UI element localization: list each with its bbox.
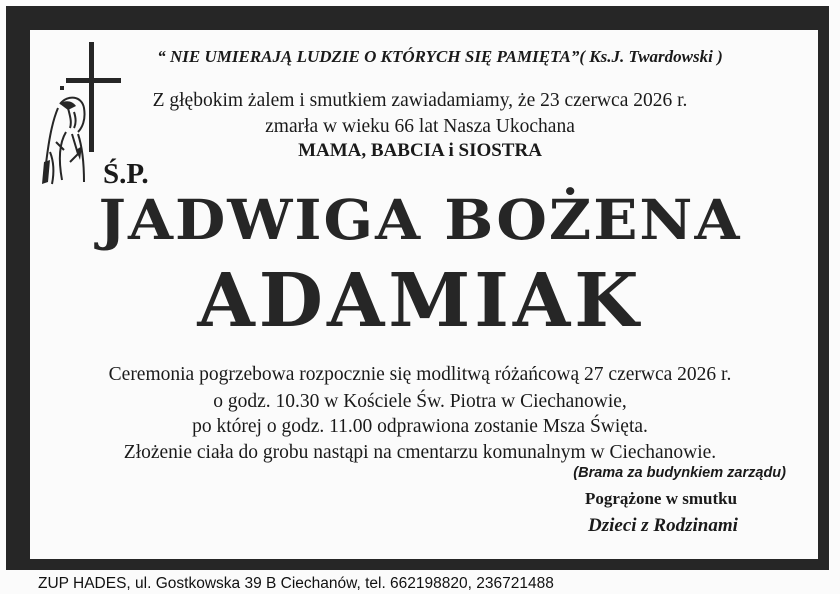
deceased-first-names: JADWIGA BOŻENA <box>98 187 742 253</box>
ceremony-line-3: po której o godz. 11.00 odprawiona zostanie Msza Święta. <box>192 416 648 437</box>
gate-note: (Brama za budynkiem zarządu) <box>573 465 786 481</box>
deceased-surname: ADAMIAK <box>197 258 643 344</box>
honorific: Ś.P. <box>103 158 149 190</box>
died-line: zmarła w wieku 66 lat Nasza Ukochana <box>265 116 575 137</box>
ceremony-line-1: Ceremonia pogrzebowa rozpocznie się modlitwą różańcową 27 czerwca 2026 r. <box>108 364 732 385</box>
family-role: MAMA, BABCIA i SIOSTRA <box>298 140 542 161</box>
announcement-line: Z głębokim żalem i smutkiem zawiadamiamy, że 23 czerwca 2026 r. <box>152 90 688 111</box>
ceremony-line-2: o godz. 10.30 w Kościele Św. Piotra w Ciechanowie, <box>213 391 627 412</box>
signature: Dzieci z Rodzinami <box>588 515 738 536</box>
mourners-line: Pogrążone w smutku <box>585 489 738 508</box>
burial-line: Złożenie ciała do grobu nastąpi na cmentarzu komunalnym w Ciechanowie. <box>123 442 717 463</box>
funeral-home-footer: ZUP HADES, ul. Gostkowska 39 B Ciechanów, tel. 662198820, 236721488 <box>38 575 554 592</box>
memorial-quote: “ NIE UMIERAJĄ LUDZIE O KTÓRYCH SIĘ PAMIĘTA”( Ks.J. Twardowski ) <box>157 47 723 66</box>
